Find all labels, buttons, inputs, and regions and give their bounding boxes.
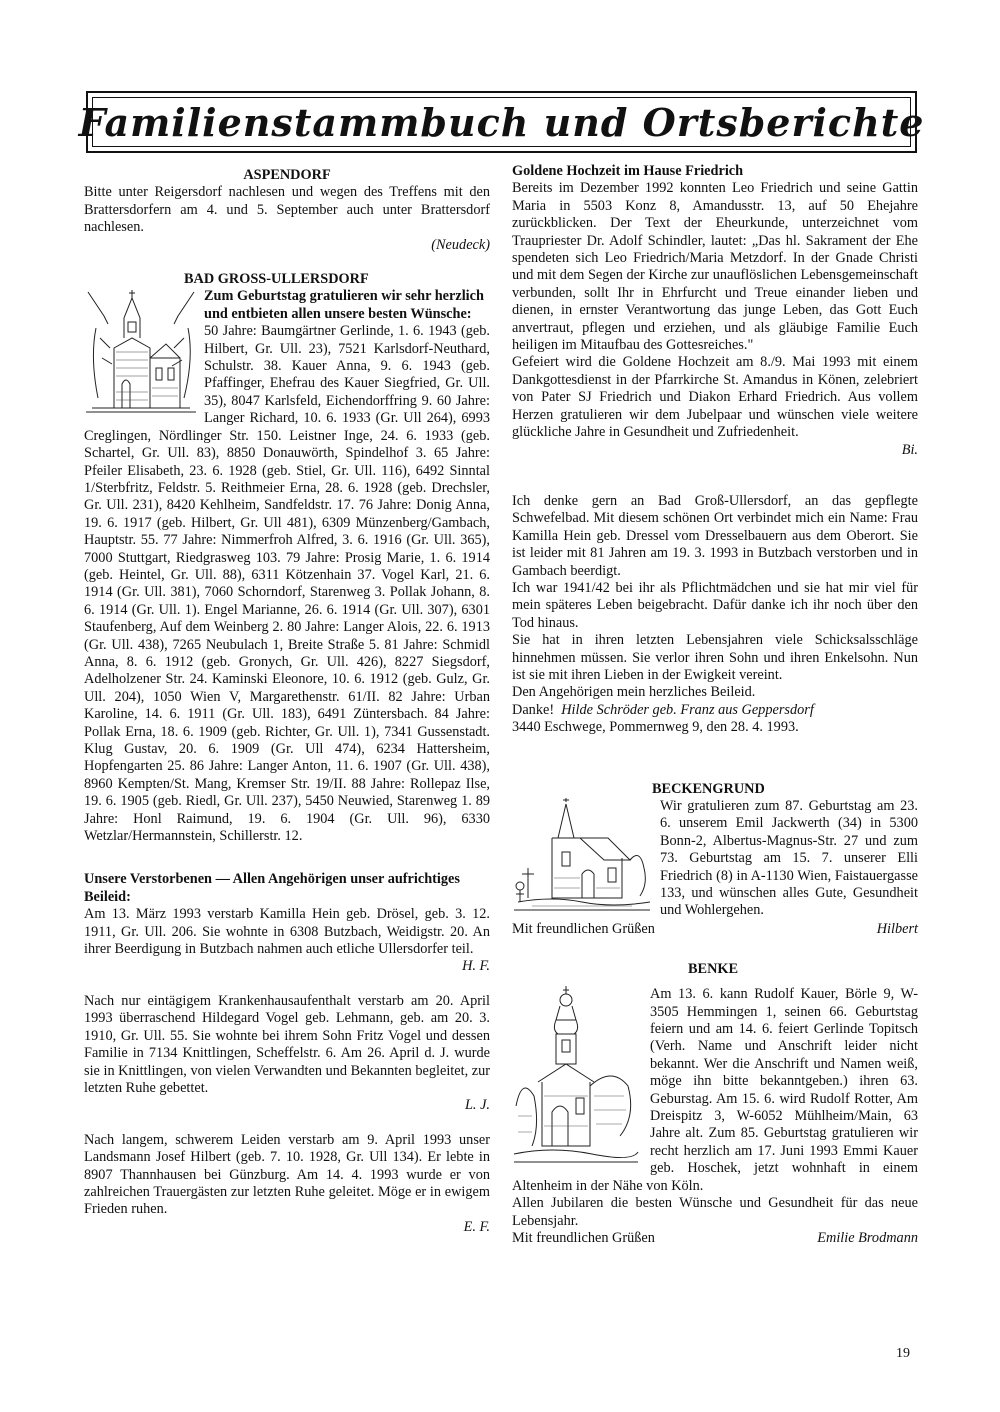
spacer [512, 939, 918, 961]
benke-greeting-row [512, 1230, 918, 1247]
birthday-intro: Zum Geburtstag gratulieren wir sehr herzlich und entbieten allen unsere besten Wünsche: [204, 288, 484, 322]
deceased-signature-2: L. J. [464, 1097, 490, 1114]
right-column [512, 163, 918, 1247]
beckengrund-greeting: Mit freundlichen Grüßen [512, 921, 655, 938]
beckengrund-text: Wir gratulieren zum 87. Geburtstag am 23. 6. unserem Emil Jackwerth (34) in 5300 Bonn-2, Albertus-Magnus-Str. 27 und zum 73. Geburtstag am 15. 7. unserer Elli Friedrich (8) in A-1130 Wien, Faistauergasse 133, und wünschen alles Gute, Gesundheit und Wohlergehen. [660, 798, 918, 919]
deceased-paragraph-1: Am 13. März 1993 verstarb Kamilla Hein geb. Drösel, geb. 3. 12. 1911, Gr. Ull. 206. Sie wohnte in 6308 Butzbach, Weidigstr. 20. An ihrer Beerdigung in Butzbach nahmen auch etliche Ullersdorfer teil. [84, 906, 490, 958]
spacer [84, 254, 490, 271]
beckengrund-signature: Hilbert [876, 921, 918, 938]
beckengrund-greeting-row [512, 921, 918, 938]
spacer [84, 1115, 490, 1132]
chapel-tower-drawing [512, 986, 640, 1166]
spacer [84, 976, 490, 993]
chapel-drawing [512, 798, 652, 914]
deceased-heading: Unsere Verstorbenen — Allen Angehörigen unser aufrichtiges Beileid: [84, 871, 460, 905]
aspendorf-text: Bitte unter Reigersdorf nachlesen und wegen des Treffens mit den Brattersdorfern am 4. und 5. September auch unter Brattersdorf nachlesen. [84, 184, 490, 236]
golden-wedding-paragraph-1: Bereits im Dezember 1992 konnten Leo Friedrich und seine Gattin Maria in 5503 Konz 8, Amandusstr. 13, auf 50 Ehejahre zurückblicken. Der Text der Eheurkunde, unterzeichnet vom Traupriester Dr. Adolf Schindler, lautet: „Das hl. Sakrament der Ehe spendeten sich Leo Friedrich/Maria Metzdorf. In der Gnade Christi und mit dem Segen der Kirche zur unauflöslichen Lebensgemeinschaft verbunden, sollt Ihr in Ehrfurcht und Treue einander lieben und dienen, in ernster Verantwortung das junge Leben, das Gott Euch anvertraut, pflegen und erziehen, und als gläubige Familie Euch heiligen im Mitaufbau des Gottesreiches." [512, 180, 918, 354]
benke-signature: Emilie Brodmann [817, 1229, 918, 1246]
golden-wedding-heading: Goldene Hochzeit im Hause Friedrich [512, 163, 744, 179]
spacer [84, 845, 490, 871]
benke-greeting: Mit freundlichen Grüßen [512, 1229, 655, 1246]
church-drawing [84, 288, 198, 416]
letter-thanks: Danke! [512, 701, 555, 718]
golden-wedding-signature: Bi. [901, 441, 918, 458]
letter-address: 3440 Eschwege, Pommernweg 9, den 28. 4. 1993. [512, 719, 799, 736]
letter-paragraph-2: Ich war 1941/42 bei ihr als Pflichtmädchen und sie hat mir viel für mein späteres Leben beigebracht. Dafür danke ich ihr noch über den Tod hinaus. [512, 579, 918, 631]
letter-signature-line [512, 702, 918, 719]
section-banner [78, 91, 925, 153]
deceased-paragraph-3: Nach langem, schwerem Leiden verstarb am 9. April 1993 unser Landsmann Josef Hilbert (geb. 7. 10. 1928, Gr. Ull 134). Er lebte in 8907 Thannhausen bei Günzburg. Am 14. 4. 1993 wurde er von zahlreichen Trauergästen zur letzten Ruhe geleitet. Möge er in ewigem Frieden ruhen. [84, 1131, 490, 1218]
section-title: Familienstammbuch und Ortsberichte [78, 99, 925, 145]
beckengrund-heading: BECKENGRUND [652, 780, 765, 797]
letter-paragraph-4: Den Angehörigen mein herzliches Beileid. [512, 684, 756, 701]
bad-gross-ullersdorf-heading: BAD GROSS-ULLERSDORF [184, 271, 369, 288]
benke-text: Am 13. 6. kann Rudolf Kauer, Börle 9, W-3505 Hemmingen 1, seinen 66. Geburtstag feiern und am 14. 6. feiert Gerlinde Topitsch (Verh. Name und Anschrift leider nicht bekannt. Wer die Anschrift und Namen weiß, möge ihn bitte bekanntgeben.) ihren 63. Geburstag. Am 15. 6. wird Rudolf Rotter, Am Dreispitz 3, W-6052 Mühlheim/Main, 63 Jahre alt. Zum 85. Geburtstag gratulieren wir recht herzlich am 17. Juni 1993 Emmi Kauer geb. Hoschek, jetzt wohnhaft in einem Altenheim in der Nähe von Köln. [512, 986, 918, 1194]
aspendorf-heading: ASPENDORF [243, 167, 331, 183]
letter-paragraph-3: Sie hat in ihren letzten Lebensjahren viele Schicksalsschläge hinnehmen müssen. Sie verlor ihren Sohn und ihren Enkelsohn. Nun ist sie mit ihren Lieben in der Ewigkeit vereint. [512, 632, 918, 683]
deceased-signature-1: H. F. [462, 958, 490, 975]
left-column [84, 167, 490, 1236]
church-illustration [84, 288, 198, 421]
birthday-list: 50 Jahre: Baumgärtner Gerlinde, 1. 6. 1943 (geb. Hilbert, Gr. Ull. 23), 7521 Karlsdorf-Neuthard, Schulstr. 38. Kauer Anna, 9. 6. 1943 (geb. Pfaffinger, Ehefrau des Kauer Siegfried, Gr. Ull. 35), 8047 Karlsfeld, Eichendorffring 9. 60 Jahre: Langer Richard, 10. 6. 1933 (Gr. Ull 264), 6993 Creglingen, Nördlinger Str. 150. Leistner Inge, 24. 6. 1933 (geb. Schartel, Gr. Ull. 83), 8850 Donauwörth, Spindelhof 3. 65 Jahre: Pfeiler Elisabeth, 23. 6. 1928 (geb. Stiel, Gr. Ull. 116), 6492 Sinntal 1/Sterbfritz, Feldstr. 5. Reithmeier Erna, 28. 6. 1928 (geb. Drechsler, Gr. Ull. 231), 8420 Kehlheim, Sandfeldstr. 17. 76 Jahre: Donig Anna, 19. 6. 1917 (geb. Hilbert, Gr. Ull 481), 6309 Münzenberg/Gambach, Hauptstr. 55. 77 Jahre: Nimmerfroh Alfred, 3. 6. 1916 (Gr. Ull. 365), 7000 Stuttgart, Riedgrasweg 103. 79 Jahre: Prosig Marie, 1. 6. 1914 (geb. Heintel, Gr. Ull. 88), 6311 Kötzenhain 37. Vogel Karl, 21. 6. 1914 (Gr. Ull. 381), 7060 Schorndorf, Starenweg 3. Pollak Johann, 8. 6. 1914 (Gr. Ull. 1). Engel Marianne, 26. 6. 1914 (Gr. Ull. 307), 6301 Staufenberg, Auf dem Weinberg 2. 80 Jahre: Langer Alois, 22. 6. 1913 (Gr. Ull. 438), 7265 Neubulach 1, Breite Straße 5. 81 Jahre: Schmidl Anna, 8. 6. 1912 (geb. Gronych, Gr. Ull. 426), 8227 Siegsdorf, Adelholzener Str. 24. Kaminski Eleonore, 10. 6. 1912 (geb. Gulz, Gr. Ull. 204), 1050 Wien V, Margarethenstr. 61/II. 82 Jahre: Urban Karoline, 14. 6. 1911 (Gr. Ull. 183), 6491 Züntersbach. 84 Jahre: Pollak Erna, 18. 6. 1909 (geb. Richter, Gr. Ull. 1), 7341 Gussenstadt. Klug Gustav, 20. 6. 1909 (Gr. Ull 474), 6234 Hattersheim, Hopfengarten 25. 86 Jahre: Langer Anton, 11. 6. 1907 (Gr. Ull. 438), 8960 Kempten/St. Mang, Kremser Str. 19/II. 88 Jahre: Rollepaz Ilse, 19. 6. 1905 (geb. Riedl, Gr. Ull. 237), 5450 Neuwied, Starenweg 1. 89 Jahre: Honl Raimund, 19. 6. 1904 (Gr. Ull. 96), 6330 Wetzlar/Hermannstein, Schillerstr. 12. [84, 323, 490, 845]
benke-chapel-illustration [512, 986, 640, 1171]
benke-wishes: Allen Jubilaren die besten Wünsche und Gesundheit für das neue Lebensjahr. [512, 1195, 918, 1229]
deceased-signature-3: E. F. [463, 1218, 490, 1235]
beckengrund-chapel-illustration [512, 798, 652, 919]
spacer [512, 978, 918, 986]
aspendorf-signature: (Neudeck) [431, 236, 490, 253]
spacer [512, 459, 918, 493]
spacer [512, 737, 918, 781]
golden-wedding-paragraph-2: Gefeiert wird die Goldene Hochzeit am 8./9. Mai 1993 mit einem Dankgottesdienst in der Pfarrkirche St. Amandus in Könen, zelebriert von Pater SJ Friedrich und Diakon Erhard Friedrich. Aus vollem Herzen gratulieren wir dem Jubelpaar und wünschen viele weitere glückliche Jahre in Gesundheit und Zufriedenheit. [512, 354, 918, 441]
page-number: 19 [896, 1346, 910, 1361]
deceased-paragraph-2: Nach nur eintägigem Krankenhausaufenthalt verstarb am 20. April 1993 überraschend Hildegard Vogel geb. Lehmann, geb. am 20. 3. 1910, Gr. Ull. 55. Sie wohnte bei ihrem Sohn Fritz Vogel und dessen Familie in 7134 Knittlingen, Scheffelstr. 6. Am 26. April d. J. wurde sie in Knittlingen, von vielen Verwandten und Bekannten begleitet, zur letzten Ruhe gebettet. [84, 992, 490, 1096]
letter-signature: Hilde Schröder geb. Franz aus Geppersdorf [561, 701, 814, 718]
benke-heading: BENKE [688, 960, 739, 977]
banner-frame [78, 97, 925, 147]
letter-paragraph-1: Ich denke gern an Bad Groß-Ullersdorf, an das gepflegte Schwefelbad. Mit diesem schönen Ort verbindet mich ein Name: Frau Kamilla Hein geb. Dressel vom Dresselbauern aus dem Oberort. Sie ist leider mit 81 Jahren am 19. 3. 1993 in Butzbach verstorben und in Gambach beerdigt. [512, 492, 918, 579]
